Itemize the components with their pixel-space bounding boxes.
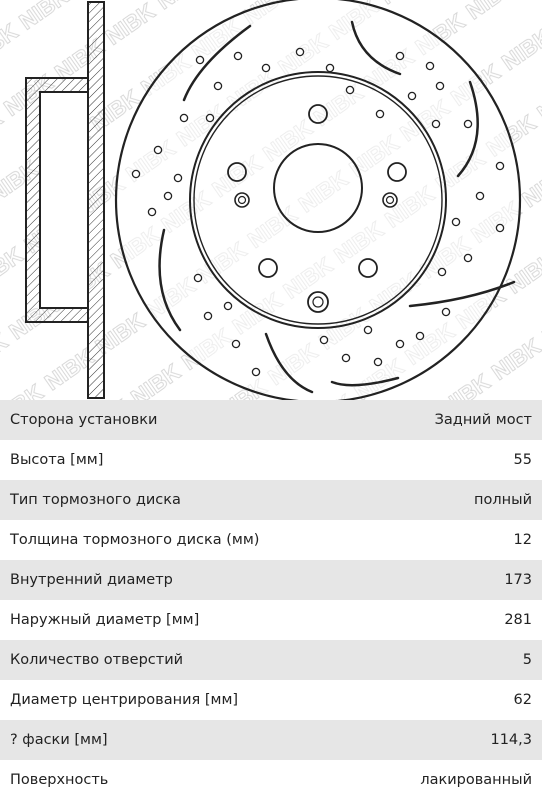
spec-row [0,720,542,760]
spec-label: Тип тормозного диска [10,492,181,508]
disc-front-view [116,0,520,400]
specs-table [0,400,542,800]
spec-row [0,440,542,480]
spec-label: Толщина тормозного диска (мм) [10,532,260,548]
spec-row [0,480,542,520]
spec-row [0,600,542,640]
spec-row [0,520,542,560]
spec-value: лакированный [420,772,532,788]
spec-value: 55 [513,452,532,468]
spec-label: Высота [мм] [10,452,104,468]
spec-row [0,760,542,800]
spec-value: 12 [513,532,532,548]
spec-row [0,400,542,440]
spec-row [0,680,542,720]
spec-value: 173 [504,572,532,588]
spec-value: 62 [513,692,532,708]
spec-label: Диаметр центрирования [мм] [10,692,239,708]
spec-row [0,640,542,680]
spec-value: Задний мост [434,412,532,428]
spec-label: ? фаски [мм] [10,732,108,748]
spec-row [0,560,542,600]
spec-value: 281 [504,612,532,628]
spec-label: Наружный диаметр [мм] [10,612,200,628]
spec-label: Сторона установки [10,412,158,428]
spec-label: Внутренний диаметр [10,572,173,588]
spec-value: полный [474,492,532,508]
spec-label: Количество отверстий [10,652,184,668]
spec-value: 114,3 [490,732,532,748]
spec-label: Поверхность [10,772,109,788]
spec-value: 5 [522,652,532,668]
